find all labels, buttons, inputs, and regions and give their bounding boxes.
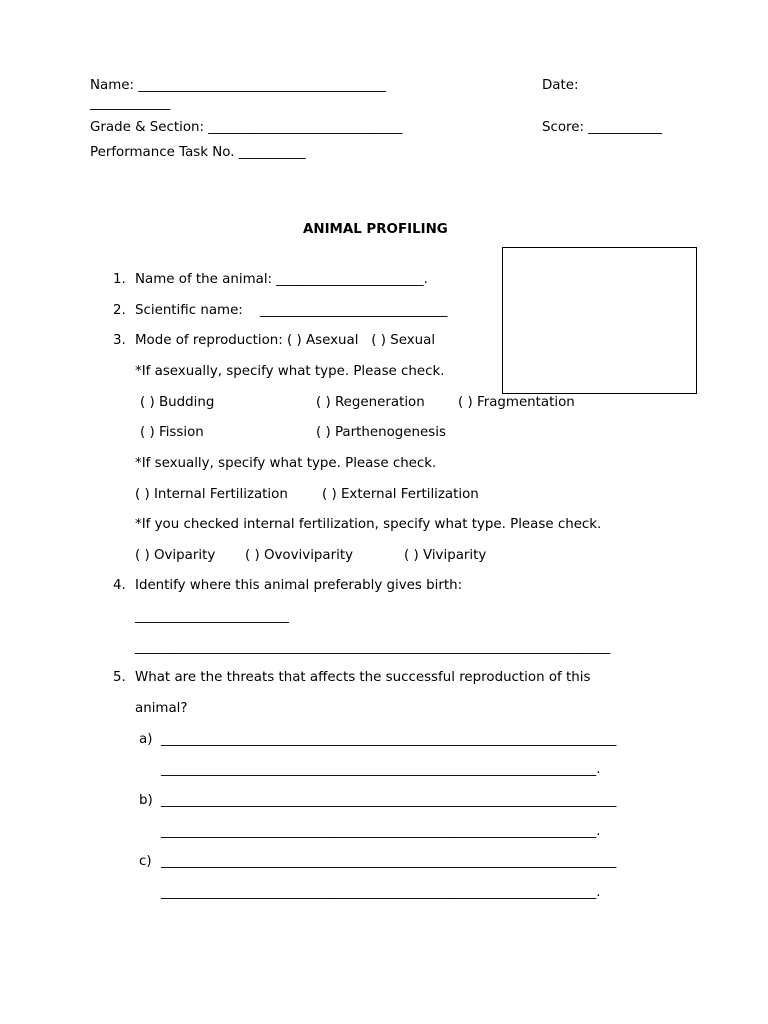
- option-external-fertilization[interactable]: ( ) External Fertilization: [322, 487, 479, 502]
- option-budding[interactable]: ( ) Budding: [140, 395, 215, 410]
- option-viviparity[interactable]: ( ) Viviparity: [404, 548, 487, 563]
- performance-task-field[interactable]: Performance Task No. __________: [90, 145, 306, 160]
- grade-section-field[interactable]: Grade & Section: _____________________________: [90, 120, 403, 135]
- item-5a-answer-line-2[interactable]: _________________________________________________________________.: [161, 762, 601, 777]
- option-fragmentation[interactable]: ( ) Fragmentation: [458, 395, 575, 410]
- item-1-animal-name[interactable]: Name of the animal: ______________________.: [135, 272, 428, 287]
- item-2-number: 2.: [113, 303, 126, 318]
- option-fission[interactable]: ( ) Fission: [140, 425, 204, 440]
- option-ovoviviparity[interactable]: ( ) Ovoviviparity: [245, 548, 354, 563]
- option-parthenogenesis[interactable]: ( ) Parthenogenesis: [316, 425, 446, 440]
- sexual-instruction: *If sexually, specify what type. Please check.: [135, 456, 437, 471]
- item-3-mode-of-reproduction[interactable]: Mode of reproduction: ( ) Asexual ( ) Sexual: [135, 333, 436, 348]
- item-4-number: 4.: [113, 578, 126, 593]
- item-5-question-line-1: What are the threats that affects the successful reproduction of this: [135, 670, 591, 685]
- item-4-answer-line-2[interactable]: _______________________________________________________________________: [135, 640, 611, 655]
- item-5b-answer-line-2[interactable]: _________________________________________________________________.: [161, 824, 601, 839]
- date-field[interactable]: ____________: [90, 96, 171, 111]
- asexual-instruction: *If asexually, specify what type. Please check.: [135, 364, 445, 379]
- item-5-question-line-2: animal?: [135, 701, 188, 716]
- internal-instruction: *If you checked internal fertilization, specify what type. Please check.: [135, 517, 602, 532]
- item-1-number: 1.: [113, 272, 126, 287]
- item-5-number: 5.: [113, 670, 126, 685]
- item-5c-answer-line-1[interactable]: ____________________________________________________________________: [161, 854, 617, 869]
- item-5a-label: a): [139, 732, 153, 747]
- item-5a-answer-line-1[interactable]: ____________________________________________________________________: [161, 732, 617, 747]
- item-4-question: Identify where this animal preferably gives birth:: [135, 578, 463, 593]
- item-5c-answer-line-2[interactable]: _________________________________________________________________.: [161, 885, 601, 900]
- item-5c-label: c): [139, 854, 152, 869]
- item-3-number: 3.: [113, 333, 126, 348]
- score-field[interactable]: Score: ___________: [542, 120, 662, 135]
- name-field[interactable]: Name: _____________________________________: [90, 78, 386, 93]
- option-oviparity[interactable]: ( ) Oviparity: [135, 548, 216, 563]
- option-regeneration[interactable]: ( ) Regeneration: [316, 395, 425, 410]
- animal-picture-box: [502, 247, 697, 394]
- item-5b-answer-line-1[interactable]: ____________________________________________________________________: [161, 793, 617, 808]
- option-internal-fertilization[interactable]: ( ) Internal Fertilization: [135, 487, 288, 502]
- item-4-answer-line-1[interactable]: _______________________: [135, 609, 289, 624]
- item-2-scientific-name[interactable]: Scientific name: ____________________________: [135, 303, 448, 318]
- item-5b-label: b): [139, 793, 153, 808]
- page-title: ANIMAL PROFILING: [303, 222, 448, 237]
- date-label: Date:: [542, 78, 579, 93]
